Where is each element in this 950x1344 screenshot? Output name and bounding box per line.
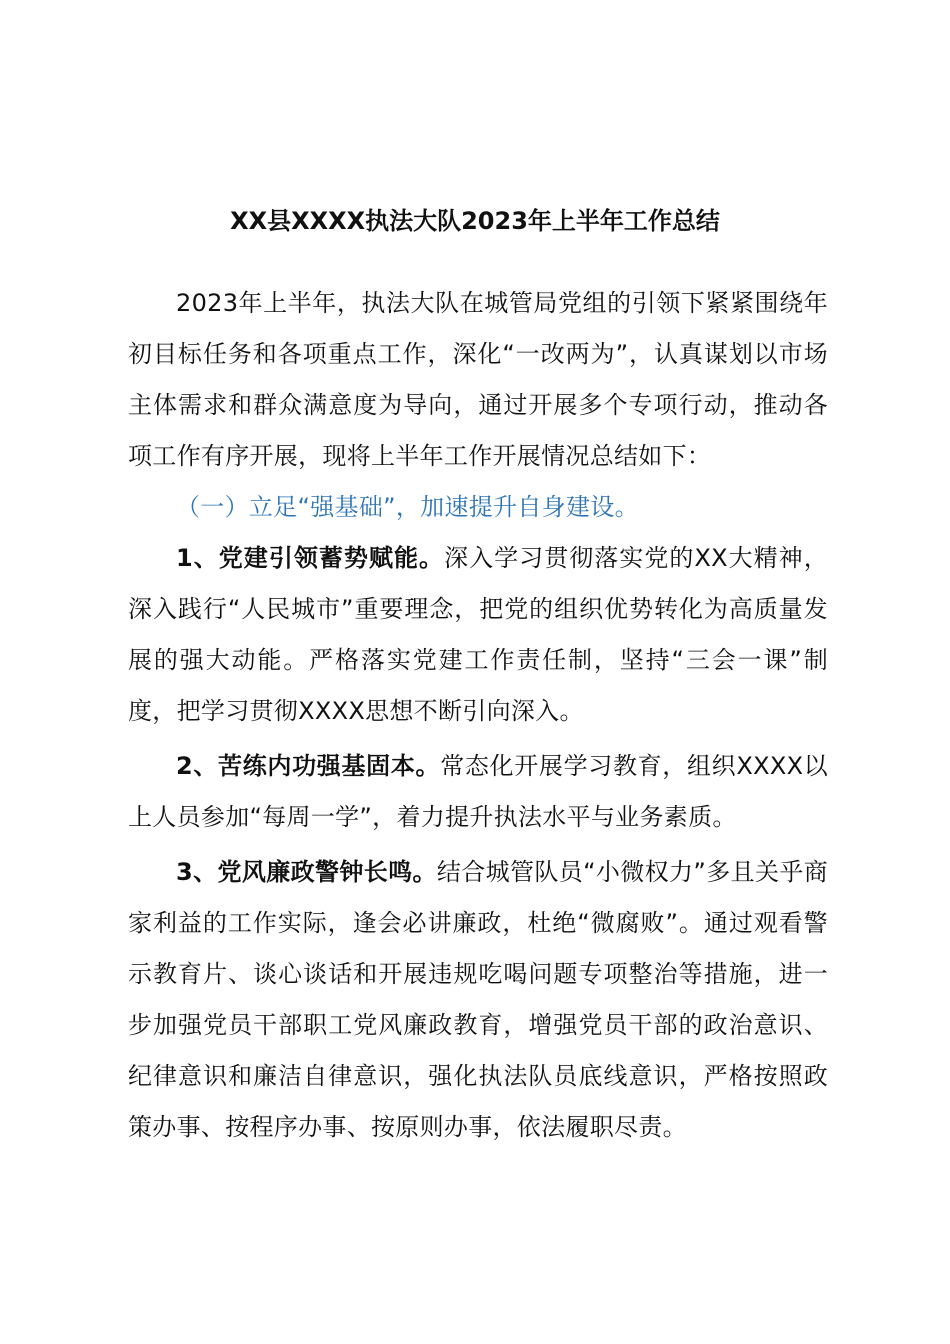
document-body: [128, 278, 828, 1153]
document-title: XX县XXXX执法大队2023年上半年工作总结: [230, 207, 720, 235]
section-heading: （一）立足“强基础”，加速提升自身建设。: [176, 493, 639, 521]
item-text-3: 结合城管队员“小微权力”多且关乎商家利益的工作实际，逢会必讲廉政，杜绝“微腐败”。通过观看警示教育片、谈心谈话和开展违规吃喝问题专项整治等措施，进一步加强党员干部职工党风廉政教育，增强党员干部的政治意识、纪律意识和廉洁自律意识，强化执法队员底线意识，严格按照政策办事、按程序办事、按原则办事，依法履职尽责。: [128, 858, 828, 1141]
item-text-1: 深入学习贯彻落实党的XX大精神，深入践行“人民城市”重要理念，把党的组织优势转化为高质量发展的强大动能。严格落实党建工作责任制，坚持“三会一课”制度，把学习贯彻XXXX思想不断引向深入。: [128, 544, 828, 725]
intro-paragraph: 2023年上半年，执法大队在城管局党组的引领下紧紧围绕年初目标任务和各项重点工作，深化“一改两为”，认真谋划以市场主体需求和群众满意度为导向，通过开展多个专项行动，推动各项工作有序开展，现将上半年工作开展情况总结如下：: [128, 289, 828, 470]
item-paragraph-3: [128, 847, 828, 1153]
item-paragraph-2: [128, 741, 828, 843]
item-lead-1: 1、党建引领蓄势赋能。: [176, 544, 445, 572]
item-lead-3: 3、党风廉政警钟长鸣。: [176, 858, 437, 886]
item-text-2: 常态化开展学习教育，组织XXXX以上人员参加“每周一学”，着力提升执法水平与业务素质。: [128, 752, 828, 831]
item-paragraph-1: [128, 533, 828, 737]
item-lead-2: 2、苦练内功强基固本。: [176, 752, 441, 780]
